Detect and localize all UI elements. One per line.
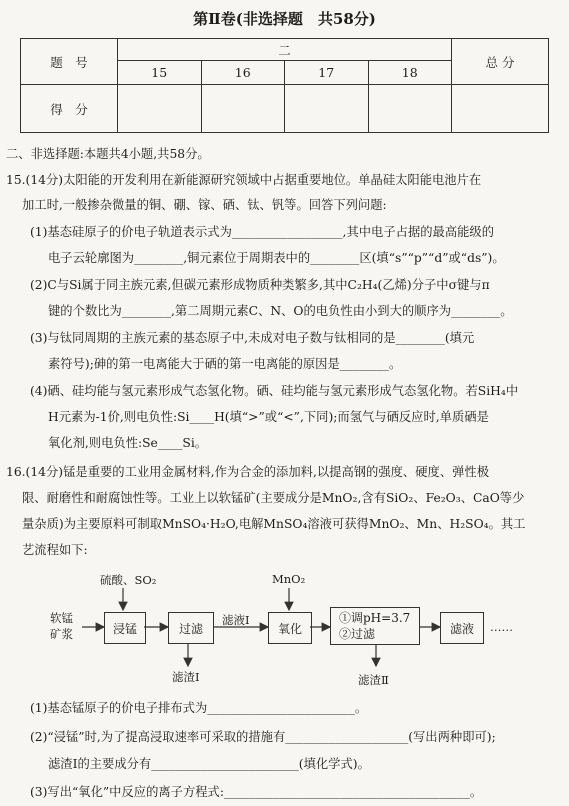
- q16-part3: (3)写出“氧化”中反应的离子方程式:________________________________________。: [30, 785, 483, 799]
- q15-part4-line1: (4)硒、硅均能与氢元素形成气态氢化物。硒、硅均能与氢元素形成气态氢化物。若SiH₄中: [30, 384, 519, 398]
- flow-step-adjust-ph-line1: ①调pH=3.7: [339, 611, 411, 625]
- q16-part2-line1: (2)“浸锰”时,为了提高浸取速率可采取的措施有____________________(写出两种即可);: [30, 730, 496, 744]
- flow-step-adjust-ph: [330, 607, 420, 645]
- q15-part3-line1: (3)与钛同周期的主族元素的基态原子中,未成对电子数与钛相同的是________(填元: [30, 331, 475, 345]
- q15-part2-line1: (2)C与Si属于同主族元素,但碳元素形成物质种类繁多,其中C₂H₄(乙烯)分子中σ键与π: [30, 278, 490, 292]
- flow-reagent-sulfuric-so2: 硫酸、SO₂: [100, 573, 157, 587]
- q16-stem-line4: 艺流程如下:: [22, 543, 88, 557]
- question-15-header: 15: [118, 61, 202, 85]
- q15-part4-line3: 氧化剂,则电负性:Se____Si。: [48, 436, 208, 450]
- flow-input-line1: 软锰: [50, 611, 73, 625]
- q16-part1: (1)基态锰原子的价电子排布式为________________________。: [30, 701, 368, 715]
- q16-stem-line3: 量杂质)为主要原料可制取MnSO₄·H₂O,电解MnSO₄溶液可获得MnO₂、Mn、H₂SO₄。其工: [22, 517, 526, 531]
- q16-stem-line1: 16.(14分)锰是重要的工业用金属材料,作为合金的添加料,以提高钢的强度、硬度、弹性极: [6, 465, 490, 479]
- flow-residue-1: 滤渣Ⅰ: [172, 670, 200, 684]
- q15-part4-line2: H元素为-1价,则电负性:Si____H(填“>”或“<”,下同);而氢气与硒反应时,单质硒是: [48, 410, 489, 424]
- question-number-header: 题 号: [21, 39, 118, 85]
- q16-part2-line2: 滤渣Ⅰ的主要成分有________________________(填化学式)。: [48, 757, 370, 771]
- flow-input-line2: 矿浆: [50, 627, 73, 641]
- total-score-header: 总 分: [452, 39, 549, 85]
- score-row-label: 得 分: [21, 85, 118, 133]
- q16-stem-line2: 限、耐磨性和耐腐蚀性等。工业上以软锰矿(主要成分是MnO₂,含有SiO₂、Fe₂O₃、CaO等少: [22, 491, 525, 505]
- question-16-header: 16: [201, 61, 285, 85]
- flow-step-adjust-ph-line2: ②过滤: [339, 627, 376, 641]
- flow-ellipsis: ……: [490, 620, 513, 634]
- q15-stem-line1: 15.(14分)太阳能的开发利用在新能源研究领域中占据重要地位。单晶硅太阳能电池片在: [6, 173, 482, 187]
- flow-residue-2: 滤渣Ⅱ: [358, 673, 389, 687]
- flow-step-filter: 过滤: [168, 612, 214, 644]
- page-title: 第Ⅱ卷(非选择题 共58分): [193, 10, 376, 28]
- q15-part1-line1: (1)基态硅原子的价电子轨道表示式为__________________,其中电子占据的最高能级的: [30, 225, 495, 239]
- q15-stem-line2: 加工时,一般掺杂微量的铜、硼、镓、硒、钛、钒等。回答下列问题:: [22, 198, 387, 212]
- q15-part1-line2: 电子云轮廓图为________,铜元素位于周期表中的________区(填“s”“p”“d”或“ds”)。: [48, 251, 505, 265]
- q15-part3-line2: 素符号);砷的第一电离能大于硒的第一电离能的原因是________。: [48, 357, 402, 371]
- flow-reagent-mno2: MnO₂: [272, 572, 306, 586]
- section-heading: 二、非选择题:本题共4小题,共58分。: [6, 147, 210, 161]
- flow-step-oxidize: 氧化: [268, 612, 312, 644]
- flow-step-leach: 浸锰: [104, 612, 146, 644]
- question-17-header: 17: [285, 61, 369, 85]
- q15-part2-line2: 键的个数比为________,第二周期元素C、N、O的电负性由小到大的顺序为________。: [48, 304, 513, 318]
- flow-input-ore: [50, 610, 73, 642]
- flow-filtrate-1: 滤液Ⅰ: [222, 613, 250, 627]
- question-18-header: 18: [368, 61, 452, 85]
- section-group-header: 二: [118, 39, 452, 61]
- flow-output-filtrate: 滤液: [440, 612, 484, 644]
